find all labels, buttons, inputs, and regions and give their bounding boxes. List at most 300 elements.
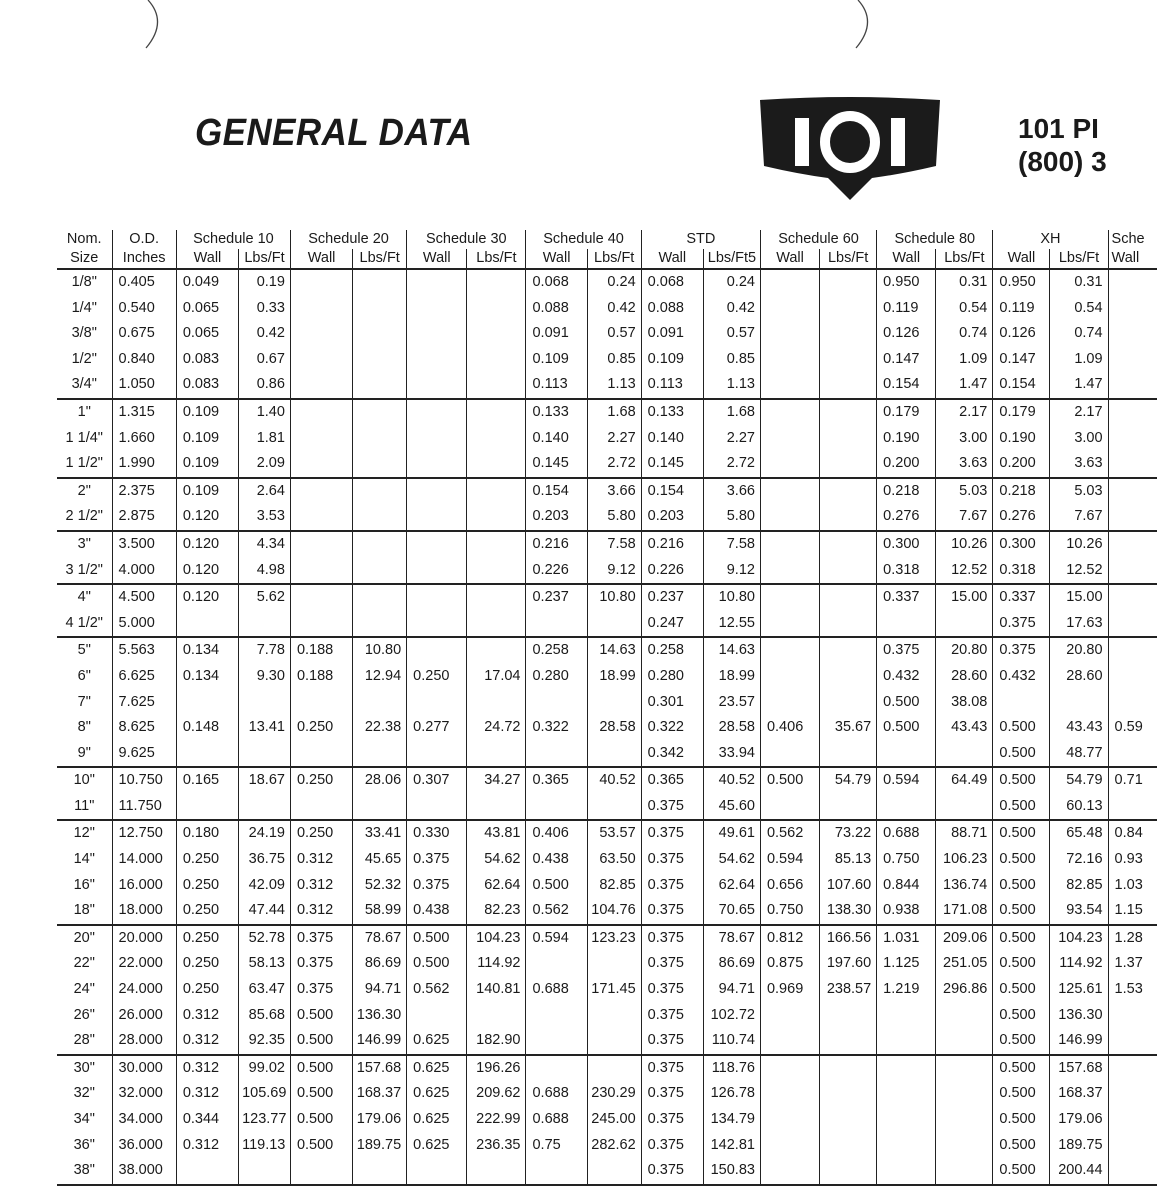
weight-per-foot-cell: 54.62 xyxy=(467,847,526,873)
table-row xyxy=(57,820,1157,847)
weight-per-foot-cell: 104.23 xyxy=(1050,925,1108,952)
table-row xyxy=(57,873,1157,899)
weight-per-foot-cell: 2.64 xyxy=(239,478,291,505)
weight-per-foot-cell: 140.81 xyxy=(467,977,526,1003)
header-schedule-30: Schedule 30 xyxy=(407,230,526,249)
wall-thickness-cell xyxy=(290,347,352,373)
wall-thickness-cell: 0.250 xyxy=(176,925,238,952)
weight-per-foot-cell: 3.00 xyxy=(1050,426,1108,452)
weight-per-foot-cell: 238.57 xyxy=(820,977,877,1003)
weight-per-foot-cell: 104.23 xyxy=(467,925,526,952)
weight-per-foot-cell: 136.30 xyxy=(353,1003,407,1029)
weight-per-foot-cell: 62.64 xyxy=(467,873,526,899)
weight-per-foot-cell: 3.53 xyxy=(239,504,291,531)
wall-thickness-cell: 0.500 xyxy=(290,1055,352,1082)
wall-thickness-cell xyxy=(526,1028,587,1055)
header-xh: XH xyxy=(993,230,1108,249)
wall-thickness-cell xyxy=(290,504,352,531)
wall-thickness-cell: 0.375 xyxy=(407,873,467,899)
weight-per-foot-cell xyxy=(467,558,526,585)
weight-per-foot-cell: 35.67 xyxy=(820,715,877,741)
wall-thickness-cell: 0.203 xyxy=(641,504,703,531)
wall-thickness-cell: 0.250 xyxy=(176,898,238,925)
wall-thickness-cell: 0.068 xyxy=(641,269,703,296)
weight-per-foot-cell: 17.04 xyxy=(467,664,526,690)
weight-per-foot-cell xyxy=(820,584,877,611)
wall-thickness-cell: 0.301 xyxy=(641,690,703,716)
weight-per-foot-cell: 182.90 xyxy=(467,1028,526,1055)
wall-thickness-cell xyxy=(407,296,467,322)
weight-per-foot-cell: 34.27 xyxy=(467,767,526,794)
outer-diameter-cell: 9.625 xyxy=(112,741,176,768)
wall-thickness-cell: 0.250 xyxy=(290,767,352,794)
weight-per-foot-cell: 40.52 xyxy=(703,767,760,794)
weight-per-foot-cell: 123.23 xyxy=(587,925,641,952)
wall-thickness-cell: 0.375 xyxy=(641,951,703,977)
outer-diameter-cell: 1.050 xyxy=(112,372,176,399)
outer-diameter-cell: 12.750 xyxy=(112,820,176,847)
wall-thickness-cell: 0.312 xyxy=(176,1003,238,1029)
wall-thickness-cell: 0.562 xyxy=(760,820,819,847)
weight-per-foot-cell xyxy=(820,372,877,399)
wall-thickness-cell: 0.180 xyxy=(176,820,238,847)
weight-per-foot-cell xyxy=(820,504,877,531)
weight-per-foot-cell: 107.60 xyxy=(820,873,877,899)
wall-thickness-cell: 0.190 xyxy=(877,426,936,452)
nominal-size-cell: 4 1/2" xyxy=(57,611,112,638)
header-schedule-80: Schedule 80 xyxy=(877,230,993,249)
wall-thickness-cell xyxy=(407,611,467,638)
wall-thickness-cell: 0.500 xyxy=(526,873,587,899)
wall-thickness-cell: 1.03 xyxy=(1108,873,1157,899)
wall-thickness-cell: 0.500 xyxy=(407,925,467,952)
weight-per-foot-cell: 171.08 xyxy=(936,898,993,925)
wall-thickness-cell: 0.120 xyxy=(176,531,238,558)
weight-per-foot-cell: 72.16 xyxy=(1050,847,1108,873)
wall-thickness-cell: 0.280 xyxy=(641,664,703,690)
weight-per-foot-cell: 10.80 xyxy=(353,637,407,664)
weight-per-foot-cell: 150.83 xyxy=(703,1158,760,1185)
wall-thickness-cell xyxy=(760,426,819,452)
weight-per-foot-cell xyxy=(587,1028,641,1055)
weight-per-foot-cell xyxy=(353,504,407,531)
weight-per-foot-cell: 0.54 xyxy=(936,296,993,322)
subheader-cell: Size xyxy=(57,249,112,269)
table-row xyxy=(57,767,1157,794)
weight-per-foot-cell: 4.98 xyxy=(239,558,291,585)
wall-thickness-cell: 0.120 xyxy=(176,558,238,585)
wall-thickness-cell: 1.53 xyxy=(1108,977,1157,1003)
wall-thickness-cell: 0.119 xyxy=(877,296,936,322)
weight-per-foot-cell: 222.99 xyxy=(467,1107,526,1133)
wall-thickness-cell: 0.375 xyxy=(407,847,467,873)
outer-diameter-cell: 34.000 xyxy=(112,1107,176,1133)
weight-per-foot-cell xyxy=(936,1107,993,1133)
wall-thickness-cell xyxy=(1108,1133,1157,1159)
outer-diameter-cell: 0.405 xyxy=(112,269,176,296)
wall-thickness-cell: 0.375 xyxy=(641,925,703,952)
wall-thickness-cell: 0.083 xyxy=(176,347,238,373)
wall-thickness-cell: 0.500 xyxy=(877,690,936,716)
weight-per-foot-cell: 236.35 xyxy=(467,1133,526,1159)
nominal-size-cell: 12" xyxy=(73,825,95,842)
table-row xyxy=(57,451,1157,478)
wall-thickness-cell xyxy=(290,794,352,821)
weight-per-foot-cell: 0.42 xyxy=(703,296,760,322)
weight-per-foot-cell: 13.41 xyxy=(239,715,291,741)
weight-per-foot-cell: 0.31 xyxy=(936,269,993,296)
wall-thickness-cell: 0.216 xyxy=(641,531,703,558)
wall-thickness-cell xyxy=(407,504,467,531)
wall-thickness-cell: 0.938 xyxy=(877,898,936,925)
weight-per-foot-cell xyxy=(820,1081,877,1107)
wall-thickness-cell: 0.688 xyxy=(526,1107,587,1133)
wall-thickness-cell: 0.179 xyxy=(993,399,1050,426)
subheader-cell: Lbs/Ft xyxy=(353,249,407,269)
weight-per-foot-cell: 54.79 xyxy=(820,767,877,794)
wall-thickness-cell: 0.500 xyxy=(993,1055,1050,1082)
wall-thickness-cell xyxy=(526,741,587,768)
weight-per-foot-cell: 1.09 xyxy=(1050,347,1108,373)
nominal-size-cell: 3" xyxy=(77,535,91,552)
weight-per-foot-cell: 62.64 xyxy=(703,873,760,899)
wall-thickness-cell: 0.375 xyxy=(641,794,703,821)
weight-per-foot-cell: 1.13 xyxy=(587,372,641,399)
wall-thickness-cell: 0.844 xyxy=(877,873,936,899)
wall-thickness-cell: 0.500 xyxy=(993,1028,1050,1055)
wall-thickness-cell: 0.250 xyxy=(407,664,467,690)
wall-thickness-cell xyxy=(760,1107,819,1133)
subheader-cell: Lbs/Ft xyxy=(820,249,877,269)
wall-thickness-cell: 0.969 xyxy=(760,977,819,1003)
weight-per-foot-cell xyxy=(467,1158,526,1185)
subheader-cell: Lbs/Ft xyxy=(936,249,993,269)
wall-thickness-cell xyxy=(1108,1003,1157,1029)
table-row xyxy=(57,584,1157,611)
wall-thickness-cell xyxy=(176,741,238,768)
wall-thickness-cell: 0.218 xyxy=(877,478,936,505)
wall-thickness-cell: 1.031 xyxy=(877,925,936,952)
wall-thickness-cell xyxy=(760,690,819,716)
weight-per-foot-cell: 7.78 xyxy=(239,637,291,664)
table-row xyxy=(57,611,1157,638)
wall-thickness-cell: 0.147 xyxy=(877,347,936,373)
weight-per-foot-cell xyxy=(353,531,407,558)
weight-per-foot-cell: 0.57 xyxy=(703,321,760,347)
wall-thickness-cell xyxy=(877,1107,936,1133)
wall-thickness-cell: 0.154 xyxy=(641,478,703,505)
subheader-cell: Wall xyxy=(641,249,703,269)
nominal-size-cell: 5" xyxy=(77,642,91,659)
outer-diameter-cell: 18.000 xyxy=(112,898,176,925)
wall-thickness-cell: 0.688 xyxy=(526,977,587,1003)
weight-per-foot-cell: 2.72 xyxy=(703,451,760,478)
weight-per-foot-cell: 157.68 xyxy=(353,1055,407,1082)
nominal-size-cell: 1" xyxy=(77,403,91,420)
weight-per-foot-cell: 18.99 xyxy=(587,664,641,690)
weight-per-foot-cell xyxy=(936,1158,993,1185)
wall-thickness-cell: 0.140 xyxy=(641,426,703,452)
nominal-size-cell: 4" xyxy=(77,589,91,606)
weight-per-foot-cell: 2.17 xyxy=(1050,399,1108,426)
wall-thickness-cell: 0.500 xyxy=(407,951,467,977)
weight-per-foot-cell xyxy=(820,531,877,558)
weight-per-foot-cell: 168.37 xyxy=(1050,1081,1108,1107)
weight-per-foot-cell: 0.19 xyxy=(239,269,291,296)
weight-per-foot-cell: 3.66 xyxy=(703,478,760,505)
weight-per-foot-cell: 1.09 xyxy=(936,347,993,373)
weight-per-foot-cell: 197.60 xyxy=(820,951,877,977)
outer-diameter-cell: 6.625 xyxy=(112,664,176,690)
weight-per-foot-cell: 45.65 xyxy=(353,847,407,873)
weight-per-foot-cell: 33.94 xyxy=(703,741,760,768)
weight-per-foot-cell xyxy=(820,1028,877,1055)
weight-per-foot-cell: 0.42 xyxy=(239,321,291,347)
weight-per-foot-cell: 296.86 xyxy=(936,977,993,1003)
wall-thickness-cell: 0.406 xyxy=(760,715,819,741)
weight-per-foot-cell: 1.13 xyxy=(703,372,760,399)
wall-thickness-cell xyxy=(760,347,819,373)
weight-per-foot-cell: 4.34 xyxy=(239,531,291,558)
weight-per-foot-cell xyxy=(239,1158,291,1185)
weight-per-foot-cell: 10.80 xyxy=(587,584,641,611)
weight-per-foot-cell xyxy=(467,426,526,452)
wall-thickness-cell xyxy=(760,584,819,611)
wall-thickness-cell: 0.500 xyxy=(993,847,1050,873)
wall-thickness-cell xyxy=(526,1003,587,1029)
nominal-size-cell: 32" xyxy=(73,1085,95,1102)
wall-thickness-cell: 1.37 xyxy=(1108,951,1157,977)
weight-per-foot-cell: 134.79 xyxy=(703,1107,760,1133)
wall-thickness-cell: 0.190 xyxy=(993,426,1050,452)
weight-per-foot-cell: 33.41 xyxy=(353,820,407,847)
weight-per-foot-cell: 189.75 xyxy=(353,1133,407,1159)
weight-per-foot-cell: 9.12 xyxy=(703,558,760,585)
wall-thickness-cell xyxy=(407,269,467,296)
wall-thickness-cell: 0.500 xyxy=(993,977,1050,1003)
wall-thickness-cell: 0.375 xyxy=(641,1081,703,1107)
pipe-data-table xyxy=(57,230,1157,1186)
wall-thickness-cell: 0.365 xyxy=(641,767,703,794)
weight-per-foot-cell xyxy=(587,690,641,716)
wall-thickness-cell: 0.500 xyxy=(993,794,1050,821)
wall-thickness-cell xyxy=(760,664,819,690)
wall-thickness-cell xyxy=(760,296,819,322)
weight-per-foot-cell xyxy=(820,1055,877,1082)
weight-per-foot-cell xyxy=(467,637,526,664)
company-phone: (800) 3 xyxy=(1018,146,1107,177)
wall-thickness-cell xyxy=(760,1133,819,1159)
outer-diameter-cell: 0.540 xyxy=(112,296,176,322)
wall-thickness-cell: 0.134 xyxy=(176,637,238,664)
wall-thickness-cell: 0.322 xyxy=(526,715,587,741)
wall-thickness-cell xyxy=(526,1055,587,1082)
wall-thickness-cell: 0.145 xyxy=(526,451,587,478)
wall-thickness-cell xyxy=(526,690,587,716)
wall-thickness-cell: 0.875 xyxy=(760,951,819,977)
outer-diameter-cell: 36.000 xyxy=(112,1133,176,1159)
outer-diameter-cell: 11.750 xyxy=(112,794,176,821)
wall-thickness-cell xyxy=(760,558,819,585)
wall-thickness-cell: 0.126 xyxy=(877,321,936,347)
weight-per-foot-cell: 82.85 xyxy=(587,873,641,899)
weight-per-foot-cell: 7.58 xyxy=(587,531,641,558)
wall-thickness-cell: 0.71 xyxy=(1108,767,1157,794)
wall-thickness-cell xyxy=(1108,451,1157,478)
wall-thickness-cell: 0.109 xyxy=(641,347,703,373)
outer-diameter-cell: 10.750 xyxy=(112,767,176,794)
weight-per-foot-cell: 14.63 xyxy=(703,637,760,664)
wall-thickness-cell xyxy=(760,269,819,296)
wall-thickness-cell: 0.218 xyxy=(993,478,1050,505)
weight-per-foot-cell: 94.71 xyxy=(703,977,760,1003)
nominal-size-cell: 20" xyxy=(73,929,95,946)
nominal-size-cell: 22" xyxy=(73,955,95,972)
wall-thickness-cell: 0.109 xyxy=(526,347,587,373)
weight-per-foot-cell: 92.35 xyxy=(239,1028,291,1055)
wall-thickness-cell: 0.625 xyxy=(407,1107,467,1133)
wall-thickness-cell: 0.330 xyxy=(407,820,467,847)
wall-thickness-cell: 0.500 xyxy=(877,715,936,741)
wall-thickness-cell xyxy=(407,399,467,426)
wall-thickness-cell: 0.500 xyxy=(993,741,1050,768)
weight-per-foot-cell: 0.67 xyxy=(239,347,291,373)
header-nom: Nom. xyxy=(66,231,102,247)
wall-thickness-cell xyxy=(760,1003,819,1029)
table-row xyxy=(57,1028,1157,1055)
wall-thickness-cell: 0.375 xyxy=(290,925,352,952)
weight-per-foot-cell: 2.17 xyxy=(936,399,993,426)
wall-thickness-cell xyxy=(1108,1028,1157,1055)
wall-thickness-cell: 0.300 xyxy=(993,531,1050,558)
outer-diameter-cell: 30.000 xyxy=(112,1055,176,1082)
nominal-size-cell: 11" xyxy=(57,794,112,821)
wall-thickness-cell xyxy=(1108,269,1157,296)
weight-per-foot-cell: 88.71 xyxy=(936,820,993,847)
wall-thickness-cell: 0.312 xyxy=(290,898,352,925)
header-row-subcolumns xyxy=(57,249,1157,269)
weight-per-foot-cell: 200.44 xyxy=(1050,1158,1108,1185)
weight-per-foot-cell: 99.02 xyxy=(239,1055,291,1082)
weight-per-foot-cell xyxy=(353,269,407,296)
wall-thickness-cell: 0.250 xyxy=(290,820,352,847)
weight-per-foot-cell: 105.69 xyxy=(239,1081,291,1107)
nominal-size-cell: 3 1/2" xyxy=(57,558,112,585)
wall-thickness-cell xyxy=(877,1158,936,1185)
wall-thickness-cell xyxy=(526,951,587,977)
table-row xyxy=(57,1003,1157,1029)
wall-thickness-cell xyxy=(1108,637,1157,664)
wall-thickness-cell: 0.432 xyxy=(877,664,936,690)
wall-thickness-cell: 0.500 xyxy=(290,1028,352,1055)
nominal-size-cell: 26" xyxy=(73,1006,95,1023)
wall-thickness-cell xyxy=(1108,531,1157,558)
wall-thickness-cell: 0.154 xyxy=(877,372,936,399)
weight-per-foot-cell: 36.75 xyxy=(239,847,291,873)
wall-thickness-cell xyxy=(407,584,467,611)
wall-thickness-cell xyxy=(290,296,352,322)
subheader-cell: Wall xyxy=(176,249,238,269)
wall-thickness-cell: 0.318 xyxy=(993,558,1050,585)
wall-thickness-cell: 0.120 xyxy=(176,504,238,531)
weight-per-foot-cell xyxy=(587,1003,641,1029)
weight-per-foot-cell: 168.37 xyxy=(353,1081,407,1107)
table-row xyxy=(57,690,1157,716)
wall-thickness-cell xyxy=(290,584,352,611)
wall-thickness-cell xyxy=(407,478,467,505)
wall-thickness-cell xyxy=(1108,1055,1157,1082)
wall-thickness-cell xyxy=(1108,372,1157,399)
weight-per-foot-cell xyxy=(587,1158,641,1185)
weight-per-foot-cell xyxy=(936,1133,993,1159)
outer-diameter-cell: 5.563 xyxy=(112,637,176,664)
pipe-data-table-container xyxy=(57,230,1145,1180)
wall-thickness-cell xyxy=(760,794,819,821)
nominal-size-cell: 3/4" xyxy=(57,372,112,399)
wall-thickness-cell: 0.59 xyxy=(1108,715,1157,741)
weight-per-foot-cell: 282.62 xyxy=(587,1133,641,1159)
wall-thickness-cell: 0.594 xyxy=(760,847,819,873)
wall-thickness-cell xyxy=(290,741,352,768)
table-row xyxy=(57,741,1157,768)
wall-thickness-cell: 0.091 xyxy=(526,321,587,347)
wall-thickness-cell: 0.375 xyxy=(641,898,703,925)
weight-per-foot-cell: 136.74 xyxy=(936,873,993,899)
wall-thickness-cell xyxy=(1108,478,1157,505)
wall-thickness-cell: 0.375 xyxy=(993,637,1050,664)
weight-per-foot-cell: 9.12 xyxy=(587,558,641,585)
wall-thickness-cell: 0.312 xyxy=(176,1028,238,1055)
wall-thickness-cell: 0.375 xyxy=(877,637,936,664)
weight-per-foot-cell xyxy=(467,296,526,322)
subheader-cell: Wall xyxy=(1108,249,1157,269)
wall-thickness-cell xyxy=(407,690,467,716)
wall-thickness-cell xyxy=(1108,347,1157,373)
table-row xyxy=(57,347,1157,373)
weight-per-foot-cell: 1.68 xyxy=(587,399,641,426)
nominal-size-cell: 1 1/2" xyxy=(57,451,112,478)
outer-diameter-cell: 3.500 xyxy=(112,531,176,558)
wall-thickness-cell: 0.109 xyxy=(176,399,238,426)
wall-thickness-cell: 0.258 xyxy=(641,637,703,664)
wall-thickness-cell: 0.276 xyxy=(877,504,936,531)
wall-thickness-cell: 0.250 xyxy=(176,951,238,977)
weight-per-foot-cell xyxy=(467,690,526,716)
weight-per-foot-cell: 171.45 xyxy=(587,977,641,1003)
table-row xyxy=(57,321,1157,347)
nominal-size-cell: 1/4" xyxy=(71,299,97,316)
weight-per-foot-cell: 15.00 xyxy=(1050,584,1108,611)
wall-thickness-cell: 0.93 xyxy=(1108,847,1157,873)
wall-thickness-cell xyxy=(290,690,352,716)
weight-per-foot-cell: 0.24 xyxy=(587,269,641,296)
wall-thickness-cell: 0.145 xyxy=(641,451,703,478)
wall-thickness-cell: 0.068 xyxy=(526,269,587,296)
wall-thickness-cell xyxy=(290,558,352,585)
nominal-size-cell: 34" xyxy=(73,1111,95,1127)
wall-thickness-cell: 0.113 xyxy=(526,372,587,399)
wall-thickness-cell: 0.312 xyxy=(290,847,352,873)
weight-per-foot-cell xyxy=(820,451,877,478)
weight-per-foot-cell: 110.74 xyxy=(703,1028,760,1055)
weight-per-foot-cell: 43.43 xyxy=(936,715,993,741)
weight-per-foot-cell: 64.49 xyxy=(936,767,993,794)
table-row xyxy=(57,478,1157,505)
nominal-size-cell: 2" xyxy=(77,482,91,499)
outer-diameter-cell: 26.000 xyxy=(112,1003,176,1029)
wall-thickness-cell xyxy=(407,558,467,585)
weight-per-foot-cell xyxy=(820,664,877,690)
